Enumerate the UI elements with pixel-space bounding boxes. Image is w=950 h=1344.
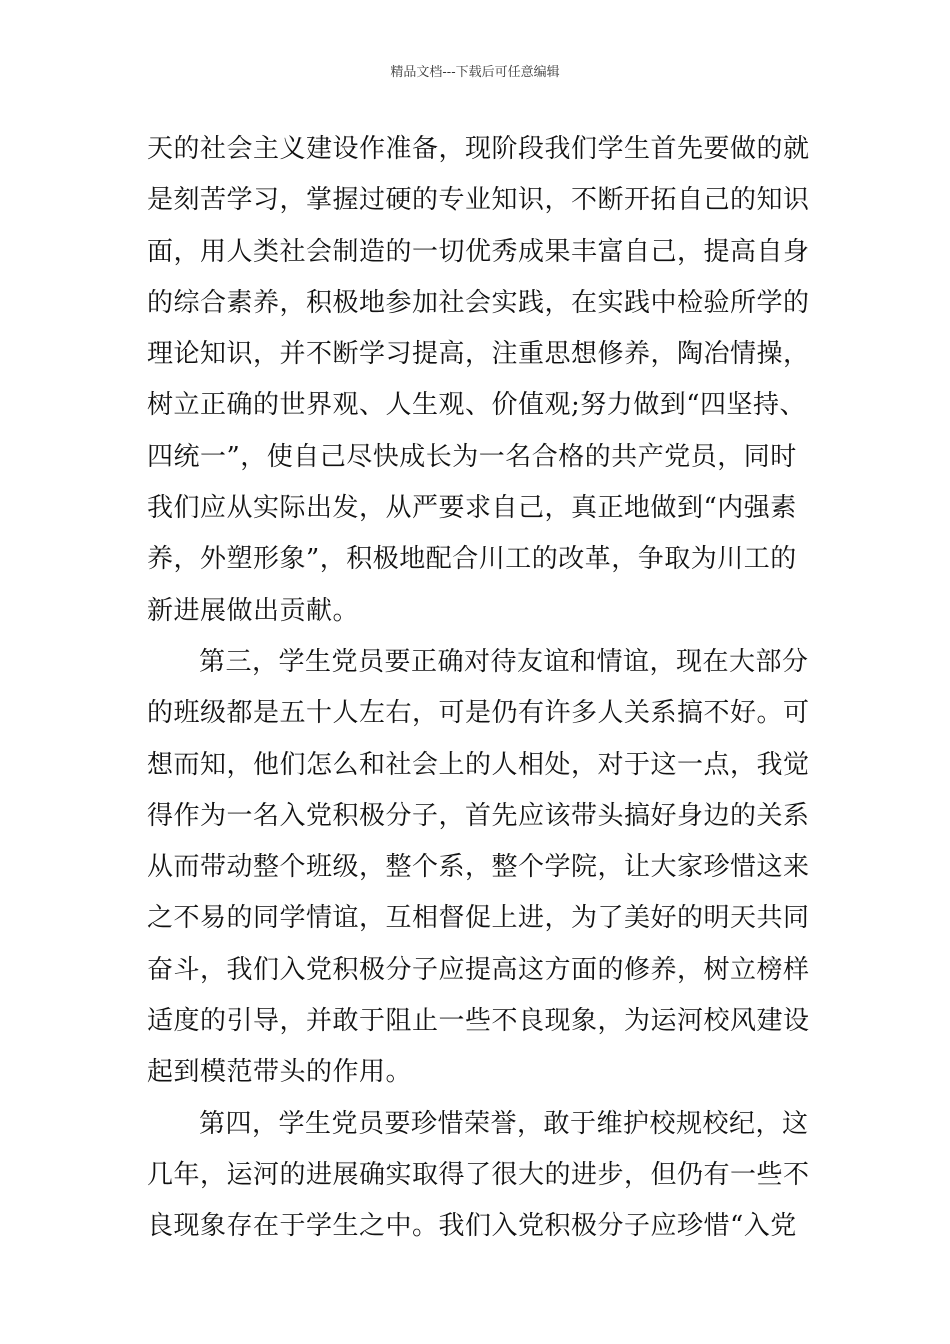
text-line: 奋斗，我们入党积极分子应提高这方面的修养，树立榜样	[147, 954, 810, 985]
text-line: 良现象存在于学生之中。我们入党积极分子应珍惜“入党	[147, 1211, 797, 1242]
paragraph-start-line: 第三，学生党员要正确对待友谊和情谊，现在大部分	[199, 646, 809, 677]
text-line: 之不易的同学情谊，互相督促上进，为了美好的明天共同	[147, 903, 810, 934]
text-line: 几年，运河的进展确实取得了很大的进步，但仍有一些不	[147, 1159, 810, 1190]
text-line: 得作为一名入党积极分子，首先应该带头搞好身边的关系	[147, 800, 810, 831]
document-body	[147, 124, 813, 1253]
text-line: 的班级都是五十人左右，可是仍有许多人关系搞不好。可	[147, 698, 810, 729]
text-line: 理论知识，并不断学习提高，注重思想修养，陶冶情操，	[147, 339, 810, 370]
text-line: 想而知，他们怎么和社会上的人相处，对于这一点，我觉	[147, 749, 810, 780]
page-header: 精品文档---下载后可任意编辑	[390, 65, 560, 80]
text-line: 从而带动整个班级，整个系，整个学院，让大家珍惜这来	[147, 852, 810, 883]
text-line: 天的社会主义建设作准备，现阶段我们学生首先要做的就	[147, 134, 810, 164]
text-line: 我们应从实际出发，从严要求自己，真正地做到“内强素	[147, 493, 797, 524]
text-line: 新进展做出贡献。	[147, 595, 360, 626]
paragraph-start-line: 第四，学生党员要珍惜荣誉，敢于维护校规校纪，这	[199, 1108, 809, 1139]
text-line: 起到模范带头的作用。	[147, 1057, 413, 1088]
text-line: 是刻苦学习，掌握过硬的专业知识，不断开拓自己的知识	[147, 185, 810, 216]
text-line: 树立正确的世界观、人生观、价值观;努力做到“四坚持、	[147, 390, 807, 421]
text-line: 面，用人类社会制造的一切优秀成果丰富自己，提高自身	[147, 236, 810, 267]
text-line: 的综合素养，积极地参加社会实践，在实践中检验所学的	[147, 287, 810, 318]
text-line: 四统一”，使自己尽快成长为一名合格的共产党员，同时	[147, 441, 797, 472]
text-line: 适度的引导，并敢于阻止一些不良现象，为运河校风建设	[147, 1006, 810, 1037]
text-line: 养，外塑形象”，积极地配合川工的改革，争取为川工的	[147, 544, 797, 575]
